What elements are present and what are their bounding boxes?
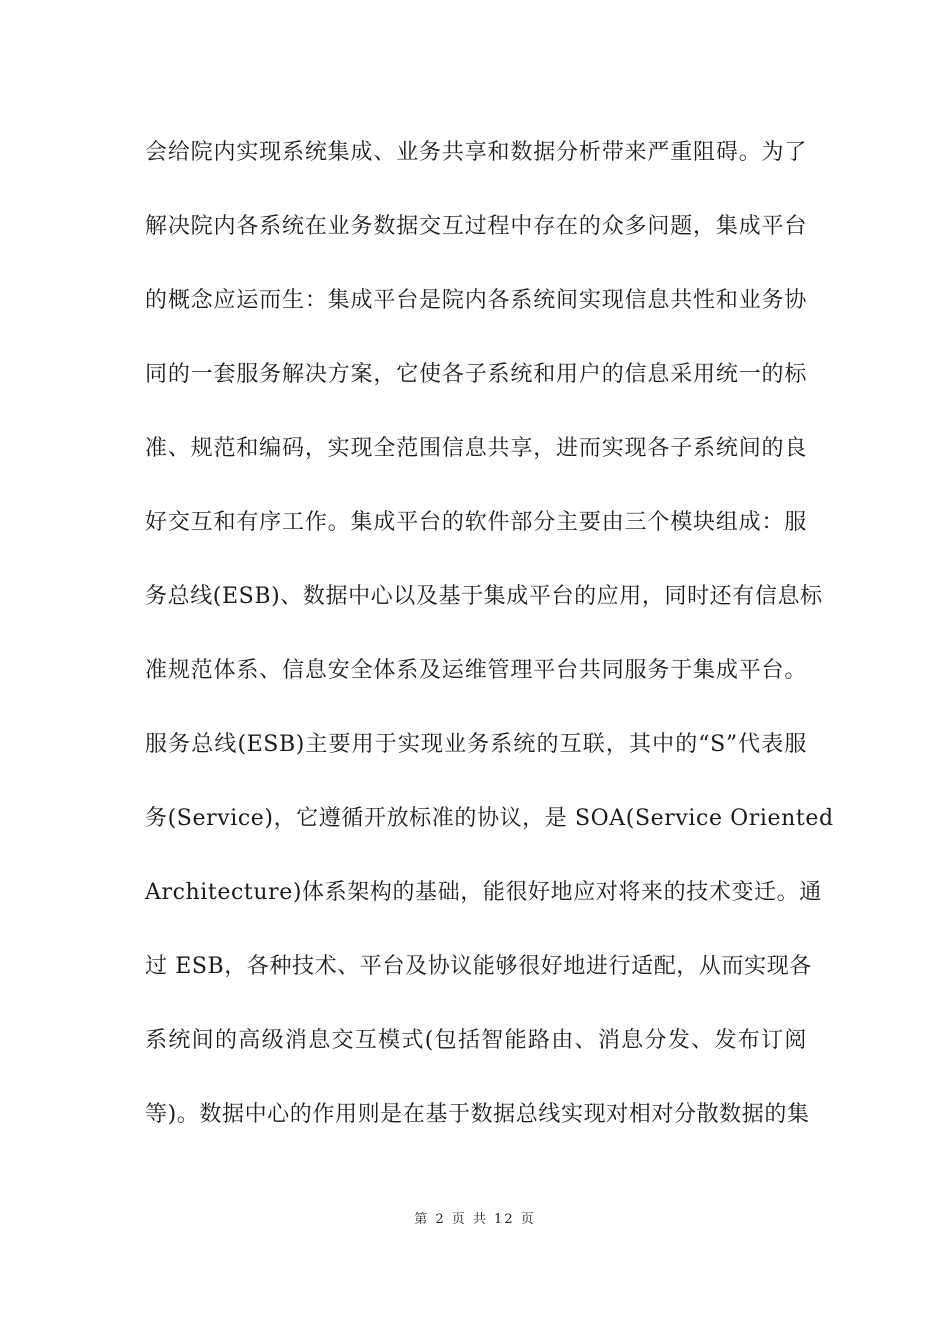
text-line: 系统间的高级消息交互模式(包括智能路由、消息分发、发布订阅 bbox=[145, 1028, 807, 1053]
page-number-footer: 第 2 页 共 12 页 bbox=[414, 1212, 536, 1227]
text-line: 过 ESB，各种技术、平台及协议能够很好地进行适配，从而实现各 bbox=[145, 954, 812, 979]
text-line: 等)。数据中心的作用则是在基于数据总线实现对相对分散数据的集 bbox=[145, 1102, 810, 1127]
text-line: 解决院内各系统在业务数据交互过程中存在的众多问题，集成平台 bbox=[145, 214, 807, 239]
text-line: 务总线(ESB)、数据中心以及基于集成平台的应用，同时还有信息标 bbox=[145, 584, 823, 609]
text-line: 的概念应运而生：集成平台是院内各系统间实现信息共性和业务协 bbox=[145, 288, 807, 313]
text-line: 同的一套服务解决方案，它使各子系统和用户的信息采用统一的标 bbox=[145, 362, 807, 387]
text-line: Architecture)体系架构的基础，能很好地应对将来的技术变迁。通 bbox=[145, 880, 822, 905]
text-line: 好交互和有序工作。集成平台的软件部分主要由三个模块组成：服 bbox=[145, 510, 807, 535]
text-line: 服务总线(ESB)主要用于实现业务系统的互联，其中的“S”代表服 bbox=[145, 732, 807, 757]
body-paragraph bbox=[145, 133, 834, 1169]
text-line: 会给院内实现系统集成、业务共享和数据分析带来严重阻碍。为了 bbox=[145, 140, 807, 165]
text-line: 准规范体系、信息安全体系及运维管理平台共同服务于集成平台。 bbox=[145, 658, 807, 683]
text-line: 准、规范和编码，实现全范围信息共享，进而实现各子系统间的良 bbox=[145, 436, 807, 461]
text-line: 务(Service)，它遵循开放标准的协议，是 SOA(Service Oriented bbox=[145, 806, 834, 831]
